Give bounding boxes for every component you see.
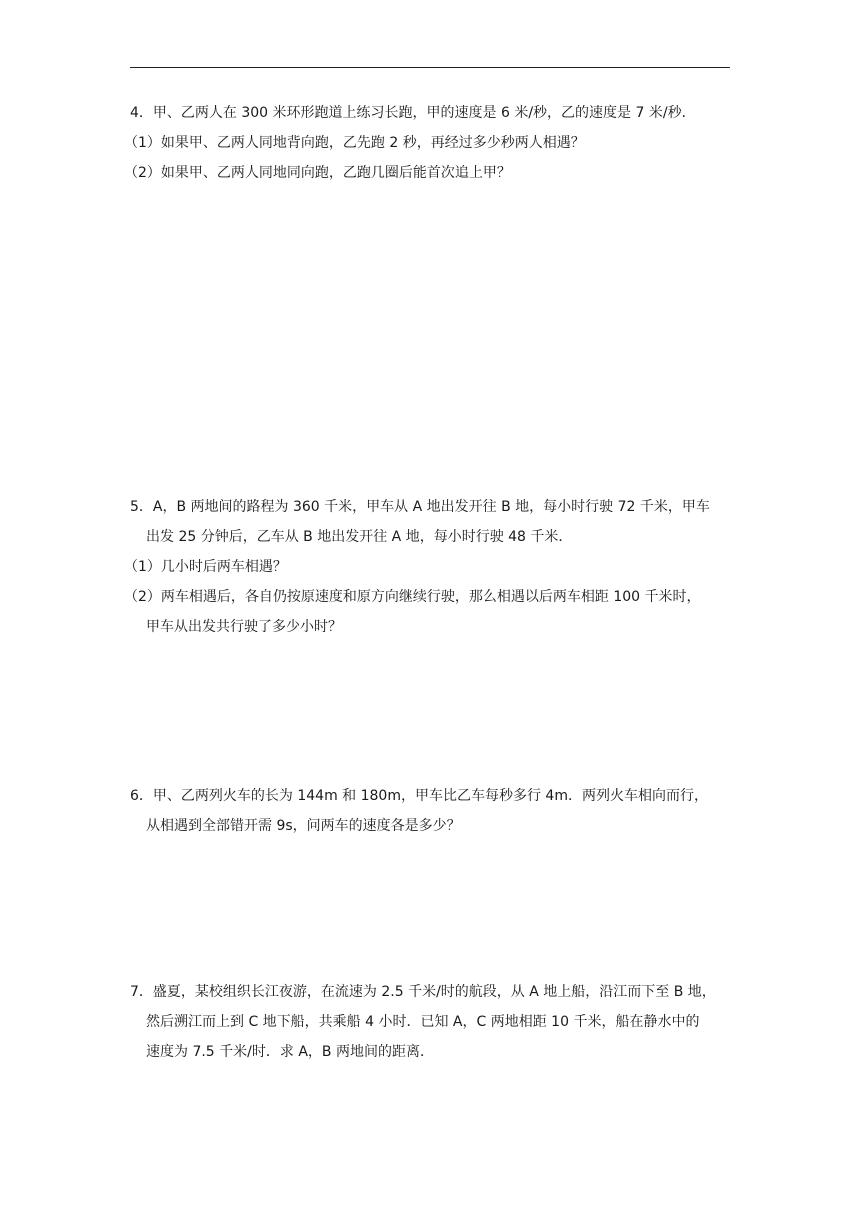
question-4-text: 4．甲、乙两人在 300 米环形跑道上练习长跑，甲的速度是 6 米/秒，乙的速度是 7 米/秒．: [130, 105, 696, 121]
question-7-text-cont-2: 速度为 7.5 千米/时．求 A，B 两地间的距离．: [146, 1044, 434, 1060]
question-7-text: 7．盛夏，某校组织长江夜游，在流速为 2.5 千米/时的航段，从 A 地上船，沿江而下至 B 地，: [130, 984, 716, 1000]
header-rule: [130, 67, 730, 68]
question-5-part-2: （2）两车相遇后，各自仍按原速度和原方向继续行驶，那么相遇以后两车相距 100 千米时，: [124, 589, 701, 605]
question-5-text: 5．A，B 两地间的路程为 360 千米，甲车从 A 地出发开往 B 地，每小时行驶 72 千米，甲车: [130, 499, 710, 515]
question-5-part-2-cont: 甲车从出发共行驶了多少小时？: [146, 619, 342, 635]
question-6-text: 6．甲、乙两列火车的长为 144m 和 180m，甲车比乙车每秒多行 4m．两列火车相向而行，: [130, 788, 708, 804]
question-4-part-2: （2）如果甲、乙两人同地同向跑，乙跑几圈后能首次追上甲？: [124, 165, 511, 181]
question-4-part-1: （1）如果甲、乙两人同地背向跑，乙先跑 2 秒，再经过多少秒两人相遇？: [124, 135, 585, 151]
question-7-text-cont-1: 然后溯江而上到 C 地下船，共乘船 4 小时．已知 A，C 两地相距 10 千米，船在静水中的: [146, 1014, 700, 1030]
question-6-text-cont: 从相遇到全部错开需 9s，问两车的速度各是多少？: [146, 818, 461, 834]
question-5-part-1: （1）几小时后两车相遇？: [124, 559, 287, 575]
question-5-text-cont: 出发 25 分钟后，乙车从 B 地出发开往 A 地，每小时行驶 48 千米．: [146, 529, 573, 545]
